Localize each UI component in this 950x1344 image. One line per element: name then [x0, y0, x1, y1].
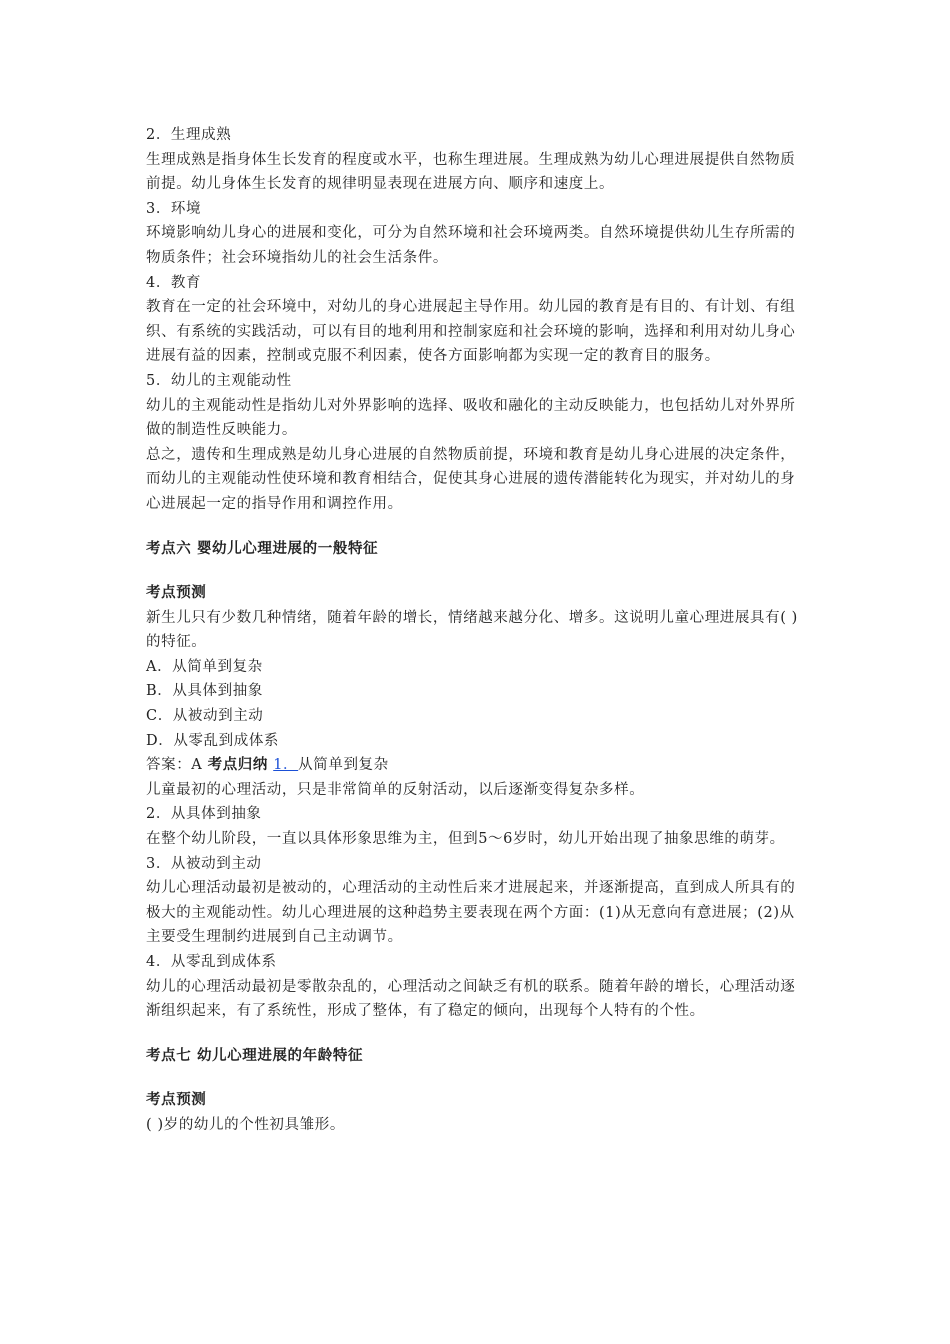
k6-point-1-body: 儿童最初的心理活动，只是非常简单的反射活动，以后逐渐变得复杂多样。 [146, 781, 645, 798]
k6-option-d: D．从零乱到成体系 [146, 732, 280, 749]
k6-option-a: A．从简单到复杂 [146, 658, 263, 675]
k6-point-3-body: 幼儿心理活动最初是被动的，心理活动的主动性后来才进展起来，并逐渐提高，直到成人所具有的极大的主观能动性。幼儿心理进展的这种趋势主要表现在两个方面：(1)从无意向有意进展；(2)从主要受生理制约进展到自己主动调节。 [146, 880, 796, 946]
k6-question: 新生儿只有少数几种情绪，随着年龄的增长，情绪越来越分化、增多。这说明儿童心理进展具有( )的特征。 [146, 609, 798, 651]
k6-predict-label: 考点预测 [146, 584, 207, 602]
k6-answer-prefix: 答案：A [146, 757, 208, 774]
section-4-title: 4．教育 [146, 274, 202, 291]
summary-paragraph: 总之，遗传和生理成熟是幼儿身心进展的自然物质前提，环境和教育是幼儿身心进展的决定条件，而幼儿的主观能动性使环境和教育相结合，促使其身心进展的遗传潜能转化为现实，并对幼儿的身心进展起一定的指导作用和调控作用。 [146, 446, 796, 512]
k7-heading: 考点七 幼儿心理进展的年龄特征 [146, 1046, 364, 1064]
k7-predict-label: 考点预测 [146, 1091, 207, 1109]
k6-option-c: C．从被动到主动 [146, 708, 264, 725]
section-2-body: 生理成熟是指身体生长发育的程度或水平，也称生理进展。生理成熟为幼儿心理进展提供自然物质前提。幼儿身体生长发育的规律明显表现在进展方向、顺序和速度上。 [146, 151, 796, 193]
k6-point-4-body: 幼儿的心理活动最初是零散杂乱的，心理活动之间缺乏有机的联系。随着年龄的增长，心理活动逐渐组织起来，有了系统性，形成了整体，有了稳定的倾向，出现每个人特有的个性。 [146, 978, 796, 1020]
section-2-title: 2．生理成熟 [146, 127, 232, 143]
k6-point-1-title: 从简单到复杂 [298, 757, 389, 774]
k6-point-1-link[interactable]: 1． [273, 757, 299, 774]
section-3-title: 3．环境 [146, 200, 202, 217]
document-page [146, 123, 806, 1138]
section-5-body: 幼儿的主观能动性是指幼儿对外界影响的选择、吸收和融化的主动反映能力，也包括幼儿对外界所做的制造性反映能力。 [146, 397, 796, 439]
k6-point-3-title: 3．从被动到主动 [146, 855, 262, 872]
k6-point-4-title: 4．从零乱到成体系 [146, 954, 277, 970]
k6-point-2-title: 2．从具体到抽象 [146, 806, 262, 823]
section-5-title: 5．幼儿的主观能动性 [146, 372, 292, 389]
k6-summary-label: 考点归纳 [207, 756, 268, 774]
section-3-body: 环境影响幼儿身心的进展和变化，可分为自然环境和社会环境两类。自然环境提供幼儿生存所需的物质条件；社会环境指幼儿的社会生活条件。 [146, 225, 796, 266]
section-4-body: 教育在一定的社会环境中，对幼儿的身心进展起主导作用。幼儿园的教育是有目的、有计划、有组织、有系统的实践活动，可以有目的地利用和控制家庭和社会环境的影响，选择和利用对幼儿身心进展有益的因素，控制或克服不利因素，使各方面影响都为实现一定的教育目的服务。 [146, 299, 796, 365]
k6-heading: 考点六 婴幼儿心理进展的一般特征 [146, 539, 379, 557]
k7-question: ( )岁的幼儿的个性初具雏形。 [146, 1116, 345, 1133]
k6-answer-line [146, 753, 806, 778]
k6-point-2-body: 在整个幼儿阶段，一直以具体形象思维为主，但到5～6岁时，幼儿开始出现了抽象思维的萌芽。 [146, 831, 785, 848]
k6-option-b: B．从具体到抽象 [146, 683, 263, 700]
